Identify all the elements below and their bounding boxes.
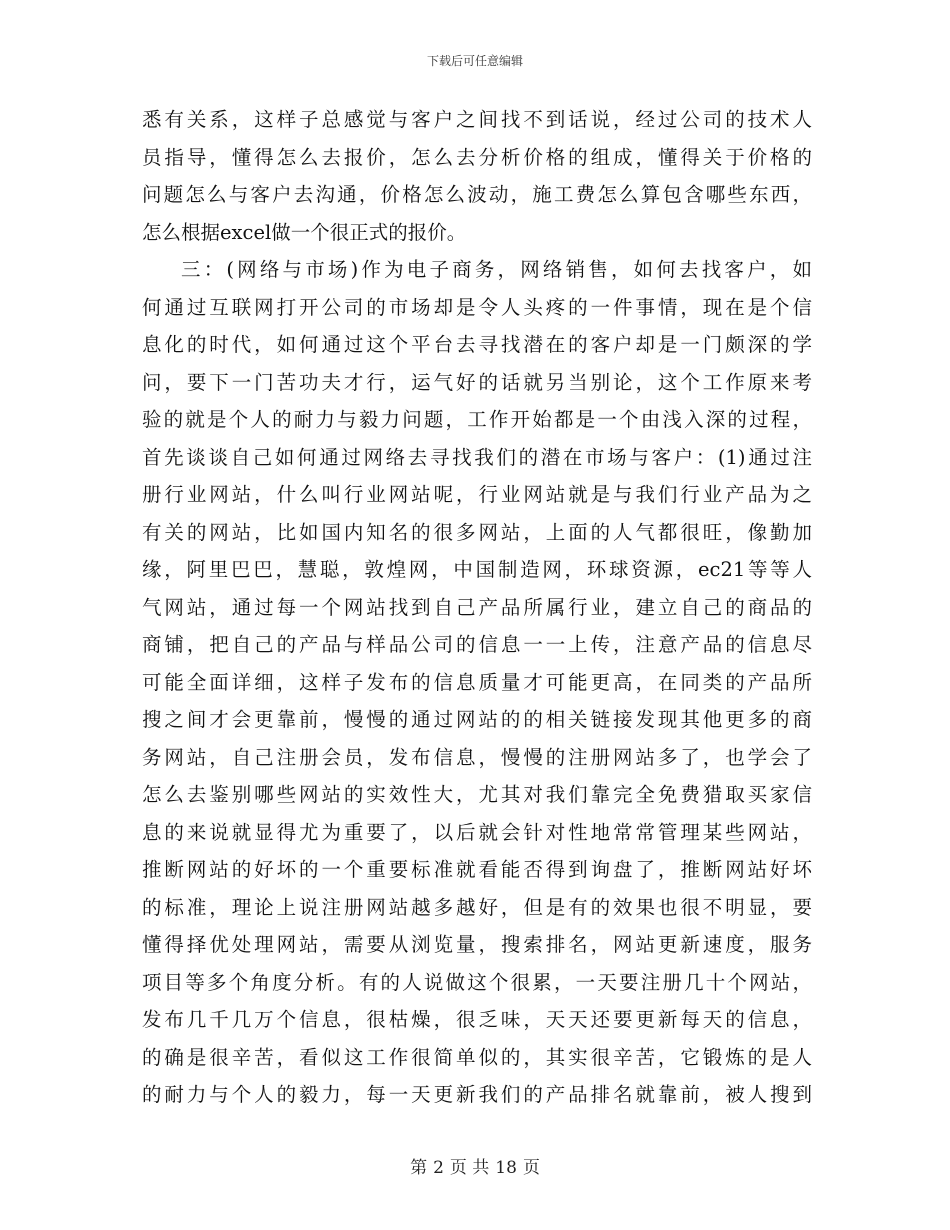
footer-middle: 页 共 bbox=[449, 1158, 490, 1178]
footer-prefix: 第 bbox=[410, 1158, 428, 1178]
text-line: 息化的时代，如何通过这个平台去寻找潜在的客户却是一门颇深的学 bbox=[142, 333, 812, 356]
text-line: 怎么去鉴别哪些网站的实效性大，尤其对我们靠完全免费猎取买家信 bbox=[142, 783, 812, 806]
page-number: 2 bbox=[433, 1158, 444, 1178]
text-line: 员指导，懂得怎么去报价，怎么去分析价格的组成，懂得关于价格的 bbox=[142, 145, 812, 169]
text-line: 商铺，把自己的产品与样品公司的信息一一上传，注意产品的信息尽 bbox=[142, 633, 812, 656]
text-line: 问题怎么与客户去沟通，价格怎么波动，施工费怎么算包含哪些东西， bbox=[142, 183, 812, 206]
text-line: 推断网站的好坏的一个重要标准就看能否得到询盘了，推断网站好坏 bbox=[142, 858, 812, 881]
text-line: 项目等多个角度分析。有的人说做这个很累，一天要注册几十个网站， bbox=[142, 970, 812, 994]
text-line: 首先谈谈自己如何通过网络去寻找我们的潜在市场与客户：(1)通过注 bbox=[142, 445, 812, 469]
text-line: 有关的网站，比如国内知名的很多网站，上面的人气都很旺，像勤加 bbox=[142, 520, 812, 544]
total-pages: 18 bbox=[495, 1158, 517, 1178]
text-line: 务网站，自己注册会员，发布信息，慢慢的注册网站多了，也学会了 bbox=[142, 745, 812, 769]
text-line: 验的就是个人的耐力与毅力问题，工作开始都是一个由浅入深的过程， bbox=[142, 408, 812, 431]
page-footer bbox=[0, 1153, 950, 1178]
text-line: 懂得择优处理网站，需要从浏览量，搜索排名，网站更新速度，服务 bbox=[142, 933, 812, 956]
text-line: 可能全面详细，这样子发布的信息质量才可能更高，在同类的产品所 bbox=[142, 670, 812, 694]
text-line: 的确是很辛苦，看似这工作很简单似的，其实很辛苦，它锻炼的是人 bbox=[142, 1045, 812, 1069]
text-line: 册行业网站，什么叫行业网站呢，行业网站就是与我们行业产品为之 bbox=[142, 483, 812, 506]
text-line: 气网站，通过每一个网站找到自己产品所属行业，建立自己的商品的 bbox=[142, 595, 812, 619]
text-line: 何通过互联网打开公司的市场却是令人头疼的一件事情，现在是个信 bbox=[142, 295, 812, 319]
footer-suffix: 页 bbox=[522, 1158, 540, 1178]
text-line: 息的来说就显得尤为重要了，以后就会针对性地常常管理某些网站， bbox=[142, 820, 812, 844]
page-header: 下载后可任意编辑 bbox=[426, 54, 523, 68]
text-line: 的标准，理论上说注册网站越多越好，但是有的效果也很不明显，要 bbox=[142, 895, 812, 919]
text-line: 的耐力与个人的毅力，每一天更新我们的产品排名就靠前，被人搜到 bbox=[142, 1083, 812, 1106]
text-line: 悉有关系，这样子总感觉与客户之间找不到话说，经过公司的技术人 bbox=[142, 108, 812, 131]
text-line: 问，要下一门苦功夫才行，运气好的话就另当别论，这个工作原来考 bbox=[142, 370, 812, 394]
text-line: 搜之间才会更靠前，慢慢的通过网站的的相关链接发现其他更多的商 bbox=[142, 708, 812, 731]
body-text bbox=[142, 101, 812, 1114]
paragraph-start-line: 三：(网络与市场)作为电子商务，网络销售，如何去找客户，如 bbox=[181, 258, 812, 281]
text-line: 缘，阿里巴巴，慧聪，敦煌网，中国制造网，环球资源，ec21等等人 bbox=[142, 558, 812, 581]
text-line: 发布几千几万个信息，很枯燥，很乏味，天天还要更新每天的信息， bbox=[142, 1008, 812, 1031]
text-line: 怎么根据excel做一个很正式的报价。 bbox=[142, 220, 467, 244]
